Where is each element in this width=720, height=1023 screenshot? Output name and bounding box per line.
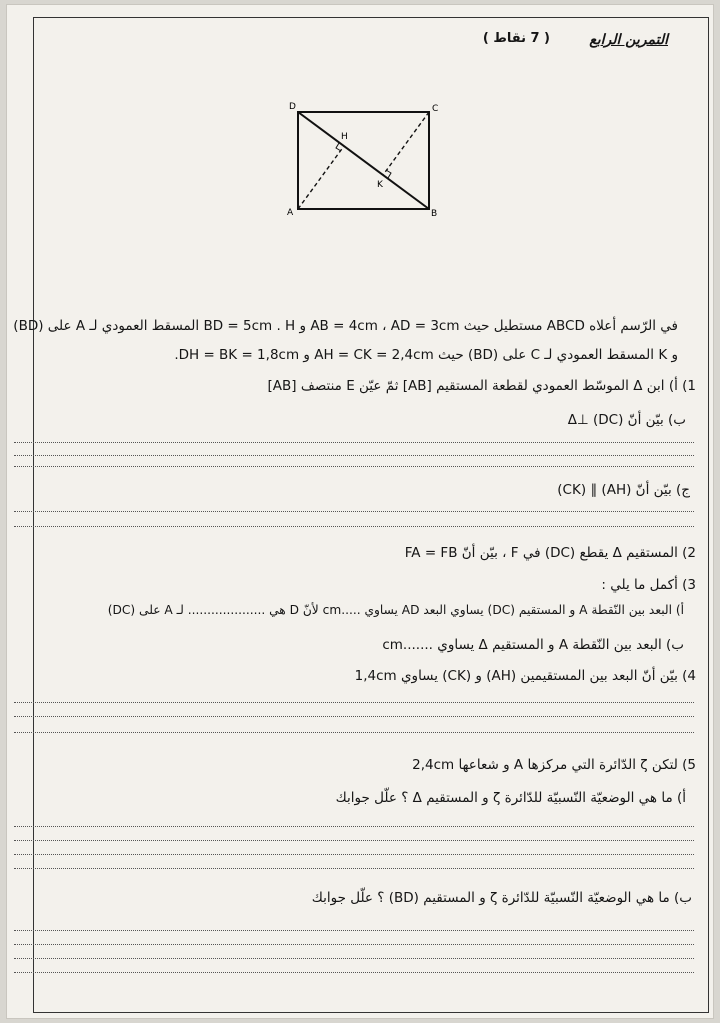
label-h: H [341, 132, 348, 142]
answer-line [14, 930, 694, 931]
question-3a: أ) البعد بين النّقطة A و المستقيم (DC) يساوي البعد AD يساوي .....cm لأنّ D هي .................... لـ A على (DC) [107, 603, 684, 617]
label-b: B [431, 209, 438, 219]
question-5: 5) لتكن ζ الدّائرة التي مركزها A و شعاعها 2,4cm [412, 757, 696, 773]
problem-statement-line-2: و K المسقط العمودي لـ C على (BD) حيث AH = CK = 2,4cm و DH = BK = 1,8cm. [174, 347, 678, 363]
answer-line [14, 854, 694, 855]
answer-line [14, 868, 694, 869]
answer-line [14, 702, 694, 703]
question-5b: ب) ما هي الوضعيّة النّسبيّة للدّائرة ζ و المستقيم (BD) ؟ علّل جوابك [311, 890, 692, 906]
question-1b: ب) بيّن أنّ (DC) ⊥Δ [567, 412, 686, 428]
label-k: K [377, 180, 383, 190]
question-1a: 1) أ) ابن Δ الموسّط العمودي لقطعة المستقيم [AB] ثمّ عيّن E منتصف [AB] [267, 378, 696, 394]
segment-ck [383, 112, 429, 175]
question-3b: ب) البعد بين النّقطة A و المستقيم Δ يساوي .......cm [382, 637, 684, 653]
answer-line [14, 442, 694, 443]
rectangle-figure [0, 95, 720, 325]
answer-line [14, 716, 694, 717]
label-c: C [432, 104, 439, 114]
label-a: A [287, 208, 294, 218]
exercise-title: التمرين الرابع [589, 32, 668, 48]
diagonal-bd [298, 112, 429, 209]
exercise-points: ( 7 نقاط ) [482, 31, 550, 46]
question-5a: أ) ما هي الوضعيّة النّسبيّة للدّائرة ζ و المستقيم Δ ؟ علّل جوابك [335, 790, 686, 806]
answer-line [14, 732, 694, 733]
question-3: 3) أكمل ما يلي : [601, 577, 696, 593]
answer-line [14, 958, 694, 959]
question-4: 4) بيّن أنّ البعد بين المستقيمين (AH) و (CK) يساوي 1,4cm [354, 668, 696, 684]
question-2: 2) المستقيم Δ يقطع (DC) في F ، بيّن أنّ FA = FB [404, 545, 696, 561]
answer-line [14, 455, 694, 456]
answer-line [14, 840, 694, 841]
answer-line [14, 972, 694, 973]
answer-line [14, 466, 694, 467]
problem-statement-line-1: في الرّسم أعلاه ABCD مستطيل حيث AB = 4cm ، AD = 3cm و BD = 5cm . H المسقط العمودي لـ A على (BD) [13, 318, 678, 334]
segment-ah [298, 146, 344, 209]
answer-line [14, 526, 694, 527]
answer-line [14, 944, 694, 945]
answer-line [14, 511, 694, 512]
question-1c: ج) بيّن أنّ (AH) ∥ (CK) [557, 482, 690, 498]
label-d: D [289, 102, 296, 112]
answer-line [14, 826, 694, 827]
